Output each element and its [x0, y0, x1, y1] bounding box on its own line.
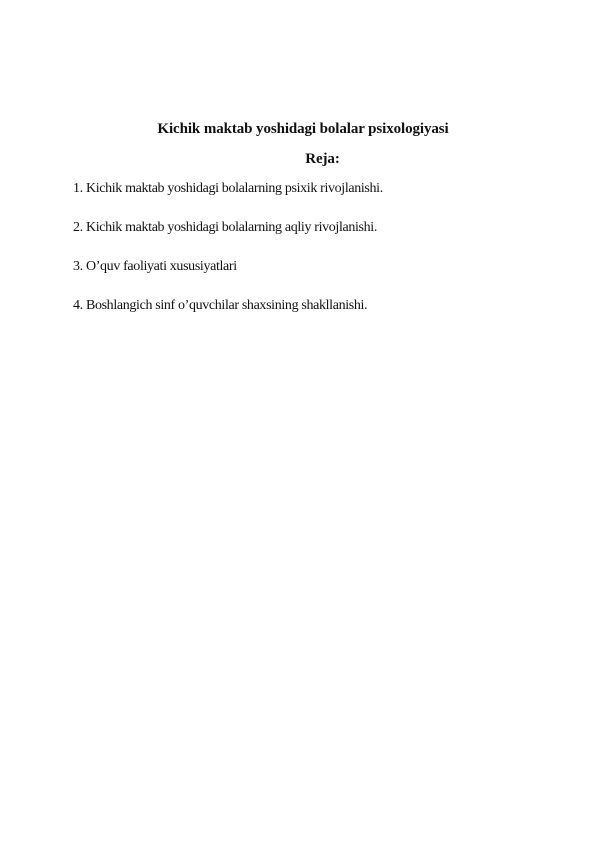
- plan-item-3: 3. O’quv faoliyati xususiyatlari: [73, 259, 237, 274]
- plan-heading: Reja:: [305, 151, 340, 167]
- document-title: Kichik maktab yoshidagi bolalar psixologiyasi: [157, 121, 449, 137]
- plan-item-1: 1. Kichik maktab yoshidagi bolalarning psixik rivojlanishi.: [73, 181, 383, 196]
- plan-item-2: 2. Kichik maktab yoshidagi bolalarning aqliy rivojlanishi.: [73, 220, 377, 235]
- plan-item-4: 4. Boshlangich sinf o’quvchilar shaxsining shakllanishi.: [73, 298, 368, 313]
- document-heading: [0, 120, 600, 168]
- plan-list: [73, 180, 383, 336]
